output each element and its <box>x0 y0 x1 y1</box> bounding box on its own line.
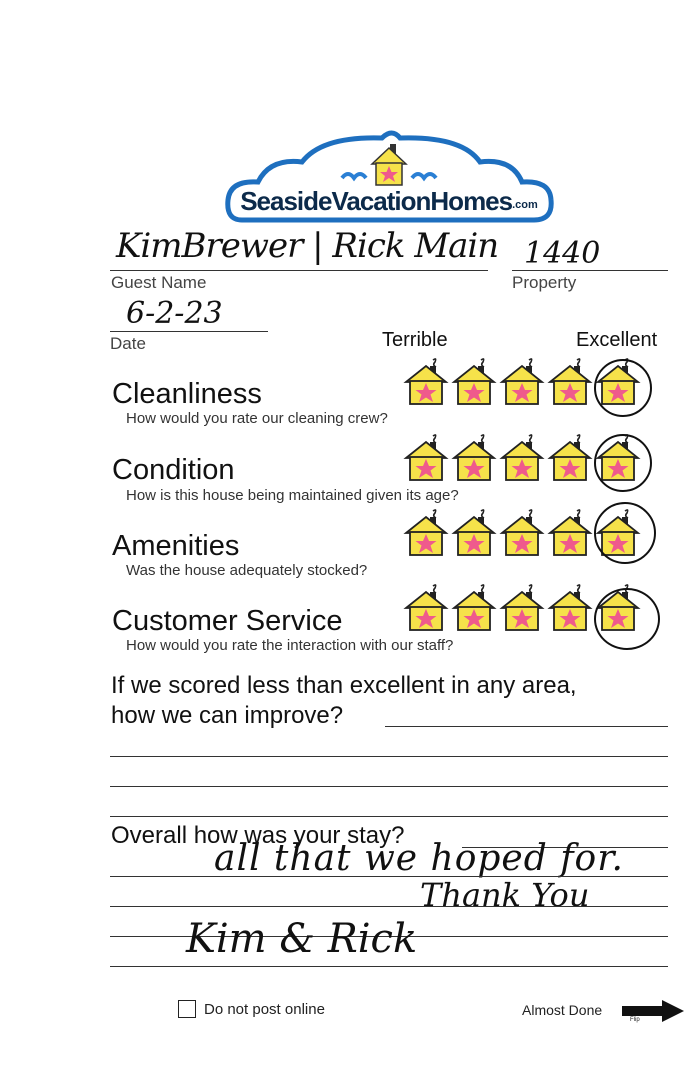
house-star-icon[interactable] <box>450 507 498 557</box>
property-value: 1440 <box>524 236 601 271</box>
scale-low-label: Terrible <box>382 329 448 351</box>
house-star-icon[interactable] <box>450 356 498 406</box>
house-star-icon[interactable] <box>450 582 498 632</box>
house-star-icon[interactable] <box>402 432 450 482</box>
customer-service-title: Customer Service <box>112 605 343 637</box>
house-star-icon[interactable] <box>402 582 450 632</box>
house-star-icon[interactable] <box>546 432 594 482</box>
condition-question: How is this house being maintained given its age? <box>126 487 459 504</box>
house-star-icon[interactable] <box>546 356 594 406</box>
scale-high-label: Excellent <box>576 329 658 351</box>
house-star-icon[interactable] <box>546 507 594 557</box>
overall-question: Overall how was your stay? <box>111 822 405 849</box>
cleanliness-question: How would you rate our cleaning crew? <box>126 410 388 427</box>
improve-question-line2: how we can improve? <box>111 702 344 729</box>
logo <box>222 128 557 228</box>
house-star-icon[interactable] <box>450 432 498 482</box>
house-star-icon[interactable] <box>498 432 546 482</box>
property-line <box>512 270 668 271</box>
customer-service-question: How would you rate the interaction with our staff? <box>126 637 454 654</box>
house-star-icon[interactable] <box>402 356 450 406</box>
guest-name-label: Guest Name <box>111 273 207 292</box>
improve-answer-line <box>110 786 668 787</box>
amenities-title: Amenities <box>112 530 240 562</box>
customer-service-selected-circle <box>594 588 660 650</box>
condition-title: Condition <box>112 454 235 486</box>
overall-answer-line1: all that we hoped for. <box>214 838 624 879</box>
house-star-icon[interactable] <box>402 507 450 557</box>
logo-text: SeasideVacationHomes <box>240 185 513 216</box>
house-star-icon[interactable] <box>498 582 546 632</box>
house-star-icon[interactable] <box>546 582 594 632</box>
improve-question-line1: If we scored less than excellent in any area, <box>111 672 577 699</box>
signature: Kim & Rick <box>186 916 418 962</box>
guest-name-value: KimBrewer | Rick Main <box>116 226 499 266</box>
do-not-post-label: Do not post online <box>204 1001 325 1018</box>
amenities-selected-circle <box>594 502 656 564</box>
cleanliness-title: Cleanliness <box>112 378 262 410</box>
amenities-question: Was the house adequately stocked? <box>126 562 368 579</box>
condition-selected-circle <box>594 434 652 492</box>
date-value: 6-2-23 <box>126 296 223 331</box>
property-label: Property <box>512 273 577 292</box>
flip-label: Flip <box>630 1017 640 1023</box>
improve-answer-line <box>385 726 668 727</box>
house-star-icon[interactable] <box>498 356 546 406</box>
cleanliness-selected-circle <box>594 359 652 417</box>
overall-answer-line <box>110 906 668 907</box>
almost-done-label: Almost Done <box>522 1002 603 1018</box>
overall-answer-line <box>110 966 668 967</box>
logo-tld: .com <box>512 199 538 211</box>
guest-name-line <box>110 270 488 271</box>
house-star-icon[interactable] <box>498 507 546 557</box>
improve-answer-line <box>110 756 668 757</box>
overall-answer-line2: Thank You <box>420 876 590 914</box>
improve-answer-line <box>110 816 668 817</box>
date-label: Date <box>110 334 146 353</box>
do-not-post-checkbox[interactable] <box>178 1000 196 1018</box>
date-line <box>110 331 268 332</box>
